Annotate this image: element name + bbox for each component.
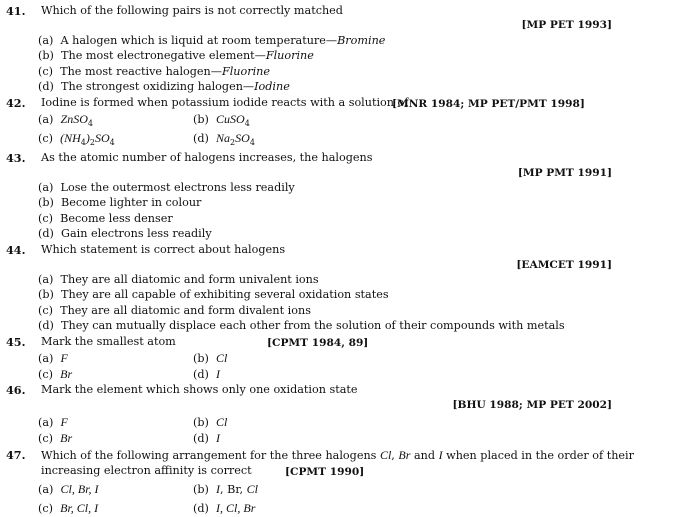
option-a: (a) Cl, Br, I bbox=[38, 482, 99, 496]
option-a: (a) F bbox=[38, 415, 68, 429]
question-source: [MP PET 1993] bbox=[521, 19, 612, 31]
option-c: (c) Br, Cl, I bbox=[38, 501, 99, 515]
option-a: (a) They are all diatomic and form univalent ions bbox=[38, 273, 319, 286]
option-d: (d) I bbox=[193, 367, 221, 381]
option-d: (d) The strongest oxidizing halogen—Iodine bbox=[38, 80, 290, 93]
option-b: (b) They are all capable of exhibiting several oxidation states bbox=[38, 288, 389, 301]
question-text: As the atomic number of halogens increases, the halogens bbox=[41, 151, 373, 164]
option-c: (c) They are all diatomic and form divalent ions bbox=[38, 304, 311, 317]
option-a: (a) F bbox=[38, 351, 68, 365]
question-source: [CPMT 1984, 89] bbox=[267, 337, 369, 349]
option-c: (c) Br bbox=[38, 431, 73, 445]
option-a: (a) ZnSO$_4$ bbox=[38, 112, 93, 128]
option-c: (c) Br bbox=[38, 367, 73, 381]
option-b: (b) I, Br, Cl bbox=[193, 482, 258, 496]
question-text: Which statement is correct about halogens bbox=[41, 243, 286, 256]
question-source: [BHU 1988; MP PET 2002] bbox=[452, 399, 612, 411]
option-b: (b) CuSO$_4$ bbox=[193, 112, 250, 128]
option-d: (d) I bbox=[193, 431, 221, 445]
option-d: (d) They can mutually displace each other from the solution of their compounds with metals bbox=[38, 319, 565, 332]
question-number: 43. bbox=[6, 151, 26, 165]
option-d: (d) Gain electrons less readily bbox=[38, 227, 212, 240]
option-c: (c) Become less denser bbox=[38, 212, 173, 225]
question-source: [MNR 1984; MP PET/PMT 1998] bbox=[392, 98, 585, 110]
question-number: 45. bbox=[6, 335, 26, 349]
question-text-continued: increasing electron affinity is correct bbox=[41, 464, 252, 477]
question-source: [MP PMT 1991] bbox=[517, 167, 612, 179]
question-number: 47. bbox=[6, 448, 26, 462]
question-text: Mark the element which shows only one oxidation state bbox=[41, 383, 358, 396]
option-c: (c) $(NH_4)_2SO_4$ bbox=[38, 131, 115, 147]
option-b: (b) Cl bbox=[193, 351, 228, 365]
question-number: 44. bbox=[6, 243, 26, 257]
option-d: (d) $Na_2SO_4$ bbox=[193, 131, 255, 147]
question-number: 41. bbox=[6, 4, 26, 18]
question-number: 46. bbox=[6, 383, 26, 397]
question-text: Iodine is formed when potassium iodide reacts with a solution of bbox=[41, 96, 409, 109]
question-text: Which of the following pairs is not correctly matched bbox=[41, 4, 343, 17]
option-c: (c) The most reactive halogen—Fluorine bbox=[38, 65, 270, 78]
option-b: (b) Become lighter in colour bbox=[38, 196, 202, 209]
option-a: (a) Lose the outermost electrons less readily bbox=[38, 181, 295, 194]
question-source: [EAMCET 1991] bbox=[516, 259, 612, 271]
option-b: (b) The most electronegative element—Fluorine bbox=[38, 49, 314, 62]
question-number: 42. bbox=[6, 96, 26, 110]
question-source: [CPMT 1990] bbox=[285, 466, 365, 478]
question-text: Mark the smallest atom bbox=[41, 335, 176, 348]
option-b: (b) Cl bbox=[193, 415, 228, 429]
option-d: (d) I, Cl, Br bbox=[193, 501, 256, 515]
question-text: Which of the following arrangement for the three halogens Cl, Br and I when placed in the order of their bbox=[41, 448, 634, 462]
option-a: (a) A halogen which is liquid at room temperature—Bromine bbox=[38, 34, 386, 47]
